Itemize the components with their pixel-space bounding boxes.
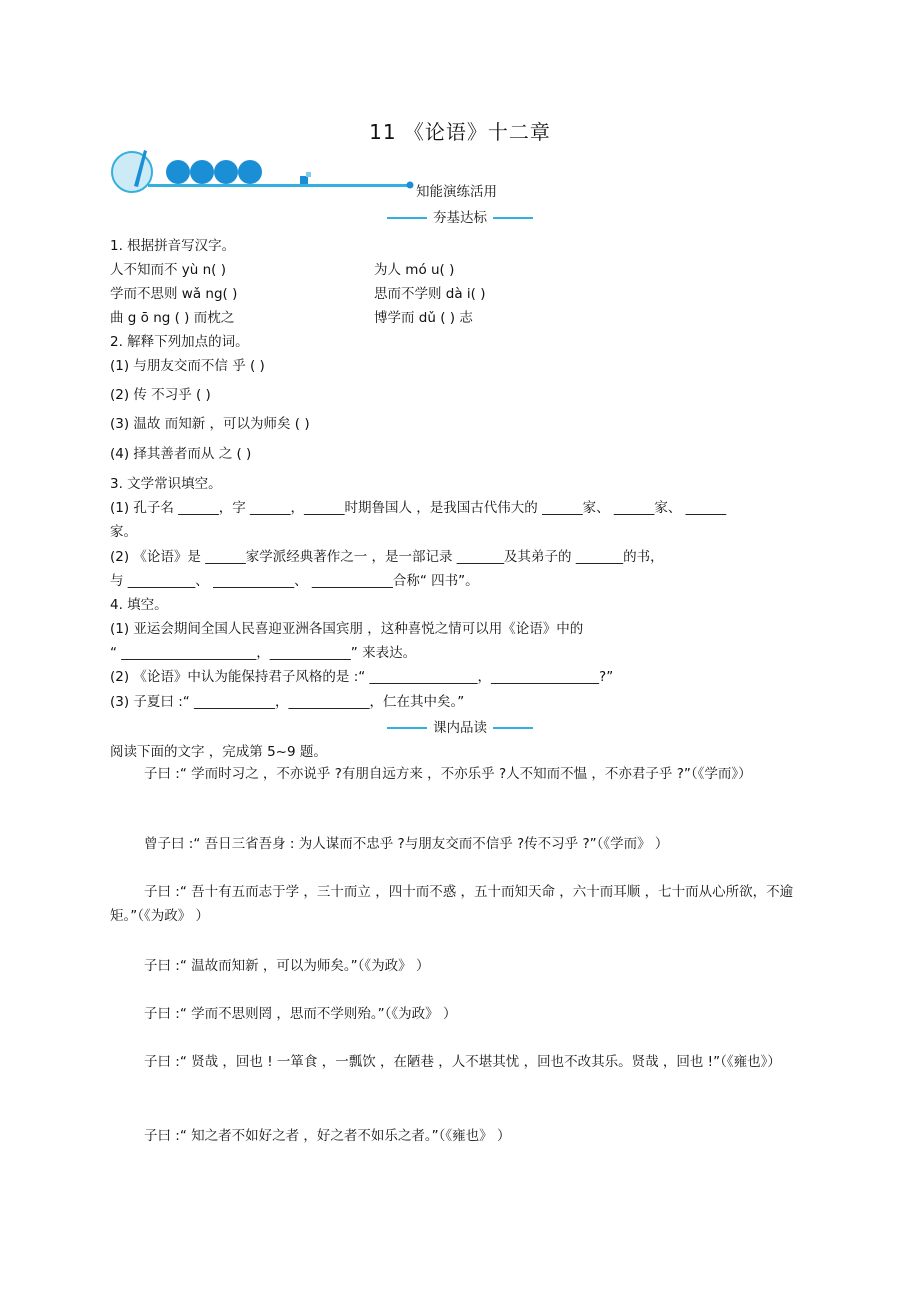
q1-row-3-right: 博学而 dǔ ( ) 志 bbox=[374, 310, 473, 326]
pen-badge-icon bbox=[112, 152, 152, 192]
q4-line-1: (1) 亚运会期间全国人民喜迎亚洲各国宾朋 ，这种喜悦之情可以用《论语》中的 bbox=[110, 621, 584, 637]
q1-row-3-left: 曲 g ō ng ( ) 而枕之 bbox=[110, 310, 235, 326]
q2-heading: 2. 解释下列加点的词。 bbox=[110, 334, 249, 350]
q4-line-2: “ ____________________，____________” 来表达。 bbox=[110, 645, 417, 661]
q2-item-3: (3) 温故 而知新 ，可以为师矣 ( ) bbox=[110, 416, 310, 432]
q1-row-1-right: 为人 mó u( ) bbox=[374, 262, 455, 278]
section-heading-text: 夯基达标 bbox=[433, 210, 487, 226]
section-heading-reading bbox=[0, 716, 920, 736]
reading-para-4: 子曰 :“ 温故而知新 ，可以为师矣。”（《为政》 ） bbox=[144, 958, 430, 974]
q4-heading: 4. 填空。 bbox=[110, 597, 168, 613]
reading-para-6: 子曰 :“ 贤哉 ，回也 ! 一箪食 ，一瓢饮 ，在陋巷 ，人不堪其忧 ，回也不改其乐。贤哉 ，回也 !”（《雍也》） bbox=[144, 1054, 781, 1070]
q4-line-4: (3) 子夏曰 :“ ____________，____________，仁在其中矣。” bbox=[110, 694, 465, 710]
q1-row-2-right: 思而不学则 dà i( ) bbox=[374, 286, 486, 302]
q1-heading: 1. 根据拼音写汉字。 bbox=[110, 238, 236, 254]
section-heading-basic bbox=[0, 206, 920, 226]
reading-intro: 阅读下面的文字 ，完成第 5~9 题。 bbox=[110, 744, 327, 760]
banner-label: 知能演练活用 bbox=[416, 184, 497, 200]
q3-heading: 3. 文学常识填空。 bbox=[110, 476, 222, 492]
q2-item-4: (4) 择其善者而从 之 ( ) bbox=[110, 446, 252, 462]
reading-para-3: 子曰 :“ 吾十有五而志于学 ，三十而立 ，四十而不惑 ，五十而知天命 ，六十而耳顺 ，七十而从心所欲，不逾矩。”（《为政》 ） bbox=[110, 884, 794, 924]
q3-line-2: 家。 bbox=[110, 524, 137, 540]
page-title: 11 《论语》十二章 bbox=[369, 120, 551, 144]
q3-line-1: (1) 孔子名 ______，字 ______，______时期鲁国人 ，是我国古代伟大的 ______家、 ______家、 ______ bbox=[110, 500, 727, 516]
q3-line-4: 与 __________、 ____________、 ____________合称“ 四书”。 bbox=[110, 573, 479, 589]
q1-row-2-left: 学而不思则 wǎ ng( ) bbox=[110, 286, 238, 302]
q2-item-1: (1) 与朋友交而不信 乎 ( ) bbox=[110, 358, 265, 374]
q1-row-1-left: 人不知而不 yù n( ) bbox=[110, 262, 227, 278]
reading-para-1: 子曰 :“ 学而时习之 ，不亦说乎 ?有朋自远方来 ，不亦乐乎 ?人不知而不愠 ，不亦君子乎 ?”（《学而》） bbox=[144, 766, 752, 782]
reading-para-5: 子曰 :“ 学而不思则罔 ，思而不学则殆。”（《为政》 ） bbox=[144, 1006, 457, 1022]
q3-line-3: (2) 《论语》是 ______家学派经典著作之一 ，是一部记录 _______及其弟子的 _______的书， bbox=[110, 549, 664, 565]
q2-item-2: (2) 传 不习乎 ( ) bbox=[110, 387, 211, 403]
reading-para-7: 子曰 :“ 知之者不如好之者 ，好之者不如乐之者。”（《雍也》 ） bbox=[144, 1128, 511, 1144]
q4-line-3: (2) 《论语》中认为能保持君子风格的是 :“ ________________，________________?” bbox=[110, 669, 614, 685]
section-heading-text: 课内品读 bbox=[433, 720, 487, 736]
reading-para-2: 曾子曰 :“ 吾日三省吾身 : 为人谋而不忠乎 ?与朋友交而不信乎 ?传不习乎 ?”（《学而》 ） bbox=[144, 836, 669, 852]
